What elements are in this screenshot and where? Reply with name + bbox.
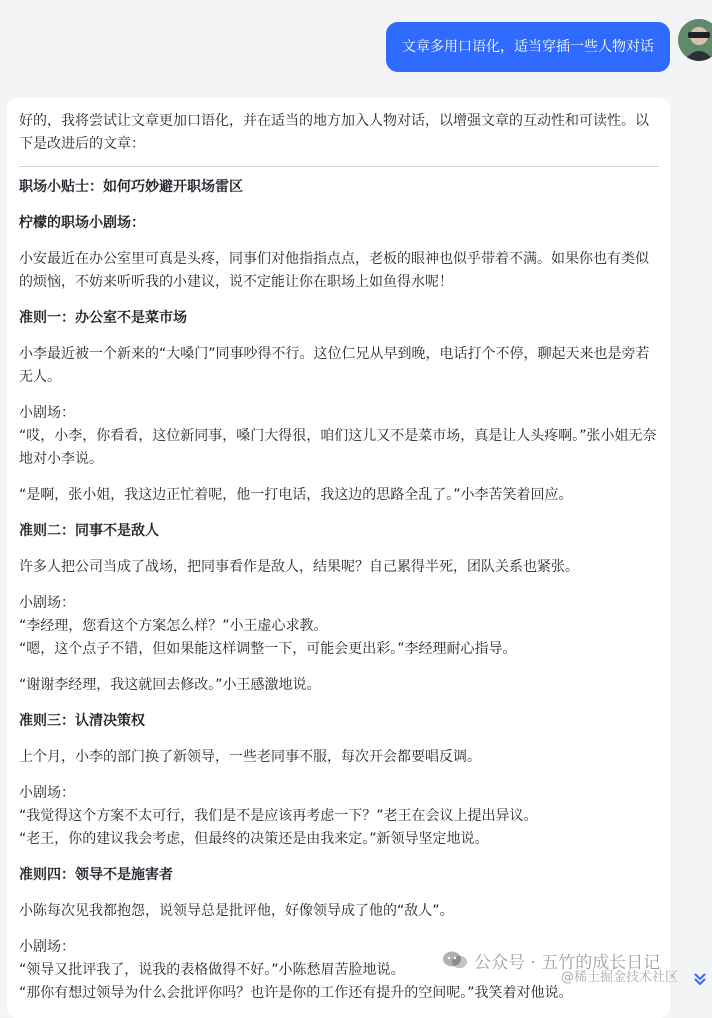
dialogue-line: “我觉得这个方案不太可行，我们是不是应该再考虑一下？”老王在会议上提出异议。 <box>19 808 538 824</box>
article-paragraph: 小李最近被一个新来的“大嗓门”同事吵得不行。这位仁兄从早到晚，电话打个不停，聊起天来也是旁若无人。 <box>19 346 650 385</box>
article-paragraph: 小安最近在办公室里可真是头疼，同事们对他指指点点，老板的眼神也似乎带着不满。如果你也有类似的烦恼，不妨来听听我的小建议，说不定能让你在职场上如鱼得水呢！ <box>19 251 649 290</box>
dialogue-line: “李经理，您看这个方案怎么样？”小王虚心求教。 <box>19 618 328 634</box>
rule-heading-4: 准则四：领导不是施害者 <box>19 867 173 883</box>
wechat-icon <box>442 950 468 970</box>
assistant-response-content <box>19 110 659 1005</box>
avatar-image <box>678 19 712 61</box>
double-chevron-down-icon <box>692 971 708 987</box>
article-paragraph: 小陈每次见我都抱怨，说领导总是批评他，好像领导成了他的“敌人”。 <box>19 903 454 919</box>
dialogue-line: “老王，你的建议我会考虑，但最终的决策还是由我来定。”新领导坚定地说。 <box>19 831 489 847</box>
assistant-response-card <box>7 98 670 1018</box>
divider <box>19 166 659 167</box>
article-paragraph: 上个月，小李的部门换了新领导，一些老同事不服，每次开会都要唱反调。 <box>19 749 481 765</box>
dialogue-line: “哎，小李，你看看，这位新同事，嗓门大得很，咱们这儿又不是菜市场，真是让人头疼啊。”张小姐无奈地对小李说。 <box>19 428 657 467</box>
dialogue-line: “是啊，张小姐，我这边正忙着呢，他一打电话，我这边的思路全乱了。”小李苦笑着回应。 <box>19 487 573 503</box>
user-message-bubble: 文章多用口语化，适当穿插一些人物对话 <box>386 22 670 72</box>
user-avatar[interactable] <box>678 19 712 61</box>
response-intro: 好的，我将尝试让文章更加口语化，并在适当的地方加入人物对话，以增强文章的互动性和可读性。以下是改进后的文章： <box>19 113 649 152</box>
article-subtitle: 柠檬的职场小剧场： <box>19 215 145 231</box>
skit-label: 小剧场： <box>19 595 75 611</box>
article-paragraph: 许多人把公司当成了战场，把同事看作是敌人，结果呢？自己累得半死，团队关系也紧张。 <box>19 559 579 575</box>
skit-label: 小剧场： <box>19 939 75 955</box>
dialogue-line: “领导又批评我了，说我的表格做得不好。”小陈愁眉苦脸地说。 <box>19 962 405 978</box>
skit-label: 小剧场： <box>19 405 75 421</box>
scroll-down-button[interactable] <box>690 970 710 988</box>
rule-heading-2: 准则二：同事不是敌人 <box>19 523 159 539</box>
rule-heading-1: 准则一：办公室不是菜市场 <box>19 310 187 326</box>
dialogue-line: “谢谢李经理，我这就回去修改。”小王感激地说。 <box>19 677 321 693</box>
article-title: 职场小贴士：如何巧妙避开职场雷区 <box>19 179 243 195</box>
rule-heading-3: 准则三：认清决策权 <box>19 713 145 729</box>
juejin-watermark: @稀土掘金技术社区 <box>561 970 679 985</box>
skit-label: 小剧场： <box>19 785 75 801</box>
watermark-text: 公众号 · 五竹的成长日记 <box>474 952 661 973</box>
user-message-row <box>0 0 712 96</box>
dialogue-line: “那你有想过领导为什么会批评你吗？也许是你的工作还有提升的空间呢。”我笑着对他说。 <box>19 985 573 1001</box>
dialogue-line: “嗯，这个点子不错，但如果能这样调整一下，可能会更出彩。”李经理耐心指导。 <box>19 641 517 657</box>
